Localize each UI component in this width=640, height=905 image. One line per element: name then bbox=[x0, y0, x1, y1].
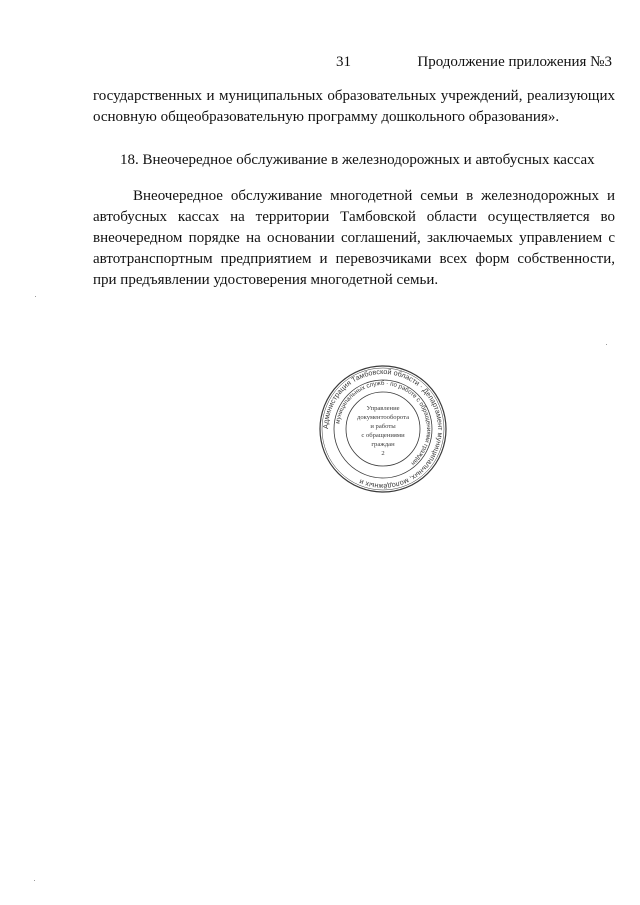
svg-text:документооборота: документооборота bbox=[356, 414, 410, 421]
official-seal bbox=[318, 364, 448, 494]
seal-center-text bbox=[357, 405, 409, 457]
section-heading: 18. Внеочередное обслуживание в железнодорожных и автобусных кассах bbox=[120, 152, 595, 168]
svg-text:с обращениями: с обращениями bbox=[361, 432, 405, 439]
page-number: 31 bbox=[336, 54, 351, 70]
seal-ring-text: муниципальных служб · по работе с обращениями граждан bbox=[334, 379, 433, 467]
appendix-title: Продолжение приложения №3 bbox=[417, 54, 612, 70]
svg-text:Управление: Управление bbox=[366, 405, 400, 412]
continuation-paragraph: государственных и муниципальных образовательных учреждений, реализующих основную общеобразовательную программу дошкольного образования». bbox=[93, 88, 615, 125]
svg-text:и работы: и работы bbox=[370, 423, 396, 430]
seal-outer-text: Администрация Тамбовской области · Департамент муниципальных, молодёжных и bbox=[320, 366, 446, 492]
scan-speck bbox=[34, 880, 35, 881]
scan-speck bbox=[606, 344, 607, 345]
section-body-paragraph: Внеочередное обслуживание многодетной семьи в железнодорожных и автобусных кассах на территории Тамбовской области осуществляется во внеочередном порядке на основании соглашений, заключаемых управлением с автотранспортным предприятием и перевозчиками всех форм собственности, при предъявлении удостоверения многодетной семьи. bbox=[93, 188, 615, 288]
scan-speck bbox=[35, 296, 36, 297]
svg-text:2: 2 bbox=[381, 450, 385, 457]
svg-text:граждан: граждан bbox=[371, 441, 395, 448]
